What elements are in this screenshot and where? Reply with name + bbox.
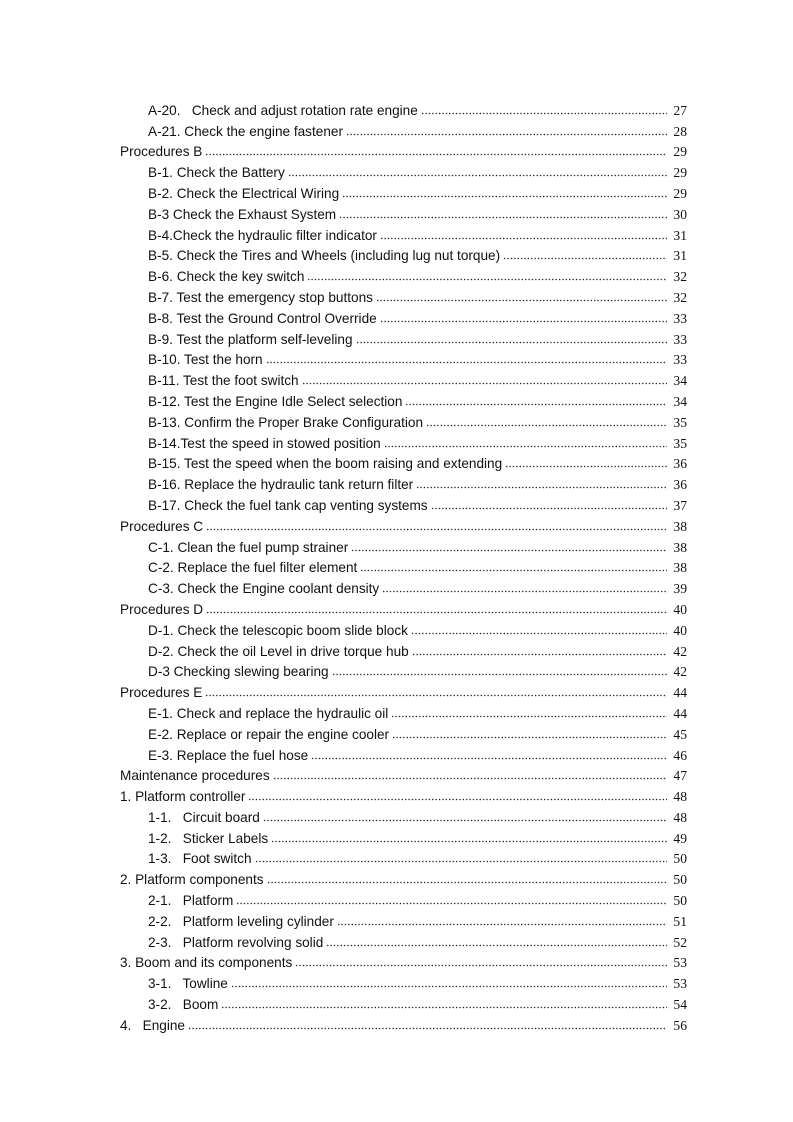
toc-entry-title: B-13. Confirm the Proper Brake Configuration [148,414,424,430]
toc-entry-title: B-3 Check the Exhaust System [148,206,337,222]
toc-subsection-entry[interactable] [0,388,793,409]
toc-subsection-entry[interactable] [0,534,793,555]
toc-entry-title: Procedures C [120,518,204,534]
dot-leader [271,840,667,843]
dot-leader [267,881,667,884]
toc-entry-title: 1-2. Sticker Labels [148,830,269,846]
toc-entry-title: B-2. Check the Electrical Wiring [148,185,340,201]
dot-leader [273,777,667,780]
toc-page-number: 54 [673,997,687,1013]
toc-subsection-entry[interactable] [0,159,793,180]
toc-page-number: 38 [673,539,687,555]
toc-subsection-entry[interactable] [0,908,793,929]
toc-entry-title: Maintenance procedures [120,768,270,784]
dot-leader [221,1006,667,1009]
toc-subsection-entry[interactable] [0,430,793,451]
toc-entry-title: 1-3. Foot switch [148,851,252,867]
dot-leader [231,985,667,988]
toc-page-number: 50 [673,872,687,888]
toc-entry-title: D-1. Check the telescopic boom slide block [148,622,408,638]
toc-subsection-entry[interactable] [0,471,793,492]
toc-section-entry[interactable] [0,513,793,534]
toc-page-number: 50 [673,893,687,909]
toc-section-entry[interactable] [0,1012,793,1033]
dot-leader [384,445,667,448]
toc-page-number: 34 [673,393,687,409]
toc-page-number: 40 [673,622,687,638]
toc-page-number: 53 [673,955,687,971]
toc-page-number: 31 [673,248,687,264]
toc-subsection-entry[interactable] [0,284,793,305]
toc-entry-title: 2-1. Platform [148,893,234,909]
toc-page-number: 32 [673,269,687,285]
toc-entry-title: B-14.Test the speed in stowed position [148,435,381,451]
toc-page-number: 39 [673,581,687,597]
toc-entry-title: B-9. Test the platform self-leveling [148,331,353,347]
dot-leader [380,320,667,323]
toc-page-number: 28 [673,123,687,139]
dot-leader [346,133,667,136]
toc-page-number: 30 [673,206,687,222]
table-of-contents [0,97,793,1033]
dot-leader [295,964,667,967]
toc-entry-title: B-6. Check the key switch [148,269,305,285]
toc-entry-title: B-8. Test the Ground Control Override [148,310,377,326]
toc-section-entry[interactable] [0,866,793,887]
toc-entry-title: 2-2. Platform leveling cylinder [148,913,334,929]
toc-subsection-entry[interactable] [0,326,793,347]
dot-leader [431,507,667,510]
toc-page-number: 35 [673,414,687,430]
dot-leader [391,715,667,718]
toc-entry-title: B-7. Test the emergency stop buttons [148,289,373,305]
toc-subsection-entry[interactable] [0,887,793,908]
toc-page-number: 35 [673,435,687,451]
toc-entry-title: D-2. Check the oil Level in drive torque hub [148,643,409,659]
dot-leader [426,424,667,427]
toc-page-number: 44 [673,705,687,721]
toc-page-number: 47 [673,768,687,784]
toc-page-number: 42 [673,664,687,680]
toc-subsection-entry[interactable] [0,638,793,659]
toc-entry-title: 4. Engine [120,1017,185,1033]
toc-entry-title: B-10. Test the horn [148,352,263,368]
dot-leader [311,757,667,760]
toc-subsection-entry[interactable] [0,263,793,284]
dot-leader [332,673,667,676]
toc-page-number: 36 [673,477,687,493]
toc-section-entry[interactable] [0,596,793,617]
toc-subsection-entry[interactable] [0,180,793,201]
toc-page-number: 33 [673,331,687,347]
dot-leader [503,257,667,260]
toc-subsection-entry[interactable] [0,804,793,825]
dot-leader [351,549,667,552]
toc-entry-title: E-3. Replace the fuel hose [148,747,309,763]
toc-page-number: 48 [673,789,687,805]
toc-entry-title: B-17. Check the fuel tank cap venting systems [148,497,428,513]
toc-entry-title: B-1. Check the Battery [148,165,285,181]
toc-subsection-entry[interactable] [0,659,793,680]
toc-page-number: 40 [673,601,687,617]
dot-leader [411,632,667,635]
toc-subsection-entry[interactable] [0,575,793,596]
dot-leader [505,465,667,468]
dot-leader [188,1027,667,1030]
toc-page-number: 27 [673,102,687,118]
toc-entry-title: C-1. Clean the fuel pump strainer [148,539,349,555]
toc-page-number: 38 [673,560,687,576]
toc-subsection-entry[interactable] [0,846,793,867]
dot-leader [236,902,667,905]
toc-subsection-entry[interactable] [0,492,793,513]
dot-leader [255,860,668,863]
dot-leader [307,278,667,281]
toc-entry-title: 2. Platform components [120,872,264,888]
toc-page-number: 38 [673,518,687,534]
toc-subsection-entry[interactable] [0,118,793,139]
dot-leader [302,382,667,385]
toc-page-number: 29 [673,165,687,181]
toc-subsection-entry[interactable] [0,825,793,846]
toc-page-number: 49 [673,830,687,846]
toc-page-number: 33 [673,352,687,368]
toc-subsection-entry[interactable] [0,742,793,763]
dot-leader [263,819,667,822]
toc-entry-title: B-11. Test the foot switch [148,373,299,389]
toc-page-number: 45 [673,726,687,742]
toc-subsection-entry[interactable] [0,617,793,638]
toc-subsection-entry[interactable] [0,367,793,388]
toc-section-entry[interactable] [0,763,793,784]
dot-leader [337,923,667,926]
toc-page-number: 34 [673,373,687,389]
toc-entry-title: B-15. Test the speed when the boom raising and extending [148,456,503,472]
toc-entry-title: A-20. Check and adjust rotation rate engine [148,102,418,118]
toc-subsection-entry[interactable] [0,97,793,118]
dot-leader [416,486,667,489]
toc-section-entry[interactable] [0,783,793,804]
toc-page-number: 29 [673,185,687,201]
toc-entry-title: Procedures B [120,144,203,160]
toc-section-entry[interactable] [0,950,793,971]
dot-leader [342,195,667,198]
toc-subsection-entry[interactable] [0,201,793,222]
toc-page-number: 51 [673,913,687,929]
toc-subsection-entry[interactable] [0,970,793,991]
toc-page-number: 53 [673,976,687,992]
dot-leader [248,798,667,801]
dot-leader [205,694,667,697]
toc-subsection-entry[interactable] [0,222,793,243]
toc-entry-title: C-3. Check the Engine coolant density [148,581,380,597]
toc-subsection-entry[interactable] [0,347,793,368]
toc-page-number: 44 [673,685,687,701]
toc-entry-title: C-2. Replace the fuel filter element [148,560,358,576]
toc-entry-title: E-1. Check and replace the hydraulic oil [148,705,389,721]
toc-page-number: 46 [673,747,687,763]
dot-leader [326,944,667,947]
toc-page-number: 48 [673,809,687,825]
toc-entry-title: B-5. Check the Tires and Wheels (including lug nut torque) [148,248,501,264]
dot-leader [405,403,667,406]
toc-entry-title: E-2. Replace or repair the engine cooler [148,726,390,742]
toc-page-number: 33 [673,310,687,326]
toc-subsection-entry[interactable] [0,721,793,742]
toc-subsection-entry[interactable] [0,991,793,1012]
toc-subsection-entry[interactable] [0,700,793,721]
dot-leader [421,112,667,115]
toc-entry-title: 3-2. Boom [148,997,219,1013]
toc-entry-title: Procedures E [120,685,203,701]
dot-leader [412,653,667,656]
toc-entry-title: A-21. Check the engine fastener [148,123,343,139]
toc-subsection-entry[interactable] [0,555,793,576]
toc-subsection-entry[interactable] [0,305,793,326]
toc-entry-title: 3-1. Towline [148,976,228,992]
dot-leader [356,341,667,344]
toc-entry-title: 2-3. Platform revolving solid [148,934,324,950]
dot-leader [266,361,667,364]
toc-subsection-entry[interactable] [0,243,793,264]
dot-leader [392,736,667,739]
dot-leader [288,174,667,177]
dot-leader [206,611,667,614]
dot-leader [205,153,667,156]
dot-leader [380,237,667,240]
toc-page-number: 32 [673,289,687,305]
toc-entry-title: D-3 Checking slewing bearing [148,664,329,680]
toc-entry-title: Procedures D [120,601,204,617]
toc-page-number: 36 [673,456,687,472]
dot-leader [382,590,667,593]
toc-entry-title: B-16. Replace the hydraulic tank return filter [148,477,414,493]
toc-entry-title: 1-1. Circuit board [148,809,260,825]
toc-subsection-entry[interactable] [0,409,793,430]
toc-section-entry[interactable] [0,679,793,700]
toc-entry-title: B-12. Test the Engine Idle Select selection [148,393,403,409]
toc-entry-title: B-4.Check the hydraulic filter indicator [148,227,377,243]
dot-leader [376,299,667,302]
toc-page-number: 52 [673,934,687,950]
dot-leader [206,528,667,531]
toc-page-number: 50 [673,851,687,867]
toc-page-number: 37 [673,497,687,513]
toc-subsection-entry[interactable] [0,929,793,950]
toc-page-number: 42 [673,643,687,659]
toc-page-number: 56 [673,1017,687,1033]
toc-subsection-entry[interactable] [0,451,793,472]
dot-leader [339,216,667,219]
toc-section-entry[interactable] [0,139,793,160]
toc-page-number: 31 [673,227,687,243]
dot-leader [360,569,667,572]
toc-entry-title: 3. Boom and its components [120,955,293,971]
toc-page-number: 29 [673,144,687,160]
toc-entry-title: 1. Platform controller [120,789,246,805]
